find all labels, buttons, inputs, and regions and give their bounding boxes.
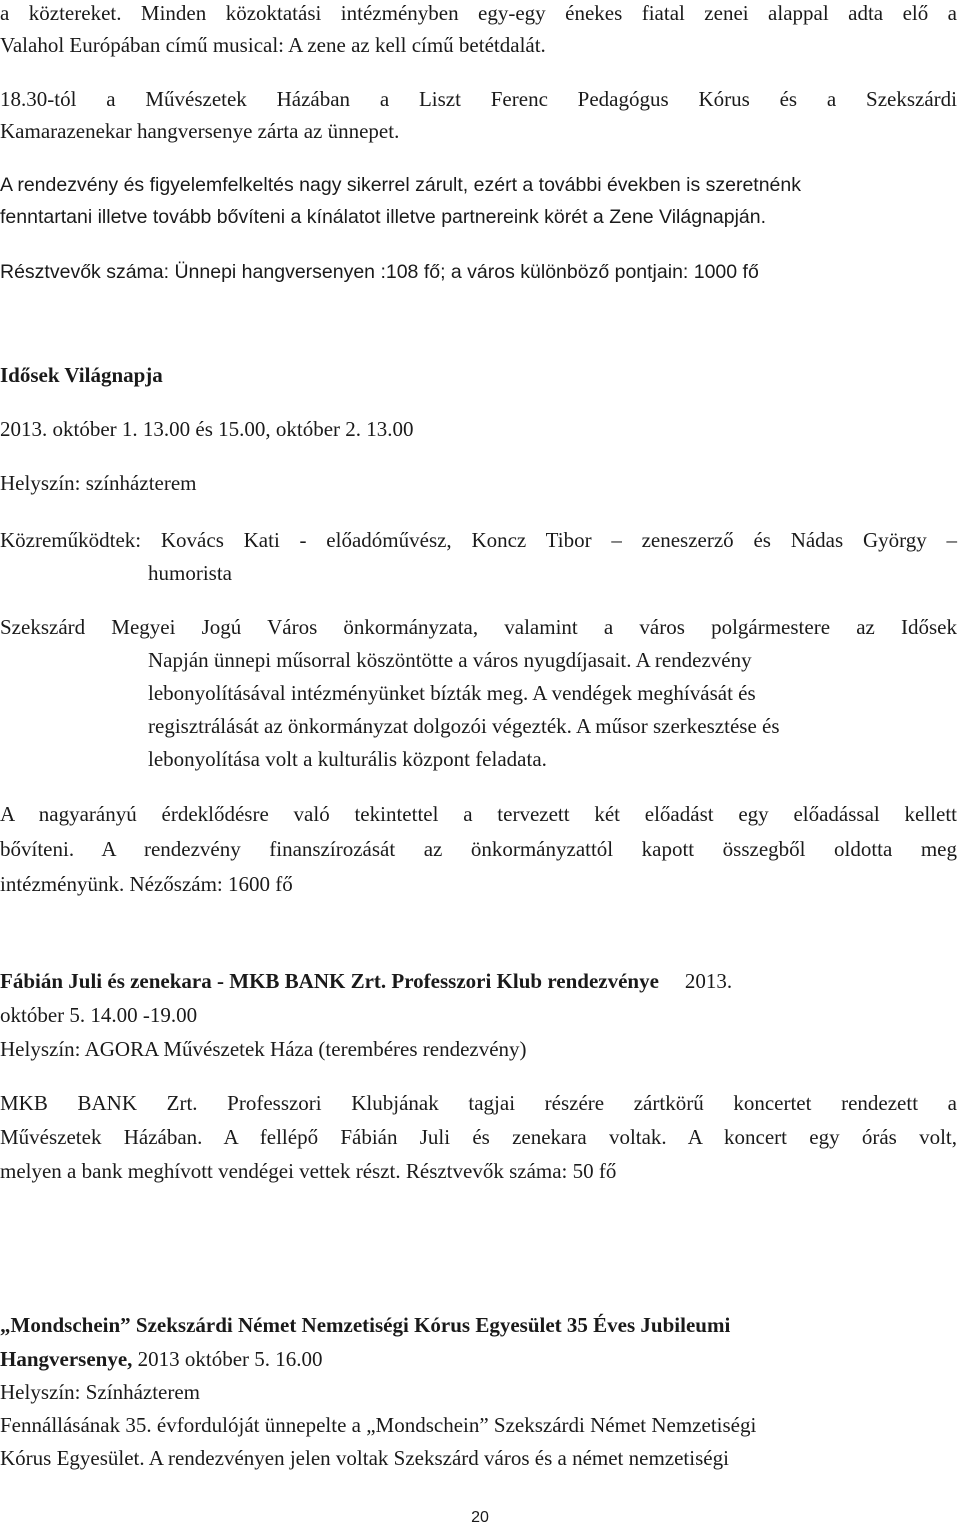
participants-line: Résztvevők száma: Ünnepi hangversenyen :108 fő; a város különböző pontjain: 1000 fő	[0, 261, 759, 283]
event-location: Helyszín: AGORA Művészetek Háza (terembéres rendezvény)	[0, 1037, 527, 1061]
section-heading-fabian	[0, 968, 957, 994]
paragraph-line: Művészetek Házában. A fellépő Fábián Juli és zenekara voltak. A koncert egy órás volt,	[0, 1125, 957, 1149]
paragraph-line: Kamarazenekar hangversenye zárta az ünnepet.	[0, 119, 400, 143]
paragraph-line: bővíteni. A rendezvény finanszírozását az önkormányzattól kapott összegből oldotta meg	[0, 837, 957, 861]
section-heading-mondschein: „Mondschein” Szekszárdi Német Nemzetiségi Kórus Egyesület 35 Éves Jubileumi	[0, 1313, 731, 1337]
contributors-line: Közreműködtek: Kovács Kati - előadóművész, Koncz Tibor – zeneszerző és Nádas György –	[0, 528, 957, 552]
section-heading-idosek: Idősek Világnapja	[0, 363, 163, 387]
paragraph-line: lebonyolításával intézményünket bízták meg. A vendégek meghívását és	[148, 681, 756, 705]
page-number: 20	[471, 1509, 489, 1526]
paragraph-line: a köztereket. Minden közoktatási intézményben egy-egy énekes fiatal zenei alappal adta elő a	[0, 1, 957, 25]
event-date: október 5. 14.00 -19.00	[0, 1003, 198, 1027]
paragraph-line: intézményünk. Nézőszám: 1600 fő	[0, 872, 293, 896]
paragraph-line: Szekszárd Megyei Jogú Város önkormányzata, valamint a város polgármestere az Idősek	[0, 615, 957, 639]
paragraph-line: melyen a bank meghívott vendégei vettek részt. Résztvevők száma: 50 fő	[0, 1159, 617, 1183]
paragraph-line: 18.30-tól a Művészetek Házában a Liszt Ferenc Pedagógus Kórus és a Szekszárdi	[0, 87, 957, 111]
paragraph-line: Kórus Egyesület. A rendezvényen jelen voltak Szekszárd város és a német nemzetiségi	[0, 1446, 729, 1470]
paragraph-line: Napján ünnepi műsorral köszöntötte a város nyugdíjasait. A rendezvény	[148, 648, 752, 672]
event-date: 2013. október 1. 13.00 és 15.00, október 2. 13.00	[0, 417, 414, 441]
paragraph-line: lebonyolítása volt a kulturális központ feladata.	[148, 747, 547, 771]
event-location: Helyszín: színházterem	[0, 471, 197, 495]
mondschein-date: 2013 október 5. 16.00	[132, 1347, 323, 1371]
paragraph-line: regisztrálását az önkormányzat dolgozói végezték. A műsor szerkesztése és	[148, 714, 780, 738]
fabian-heading: Fábián Juli és zenekara - MKB BANK Zrt. Professzori Klub rendezvénye	[0, 969, 659, 993]
contributors-line: humorista	[148, 561, 232, 585]
paragraph-line: A nagyarányú érdeklődésre való tekintettel a tervezett két előadást egy előadással kellett	[0, 802, 957, 826]
section-heading-mondschein-line2	[0, 1346, 957, 1372]
event-location: Helyszín: Színházterem	[0, 1380, 201, 1404]
paragraph-line: fenntartani illetve tovább bővíteni a kínálatot illetve partnereink körét a Zene Világnapján.	[0, 206, 767, 228]
paragraph-line: A rendezvény és figyelemfelkeltés nagy sikerrel zárult, ezért a további években is szeretnénk	[0, 174, 801, 196]
paragraph-line: Fennállásának 35. évfordulóját ünnepelte a „Mondschein” Szekszárdi Német Nemzetiségi	[0, 1413, 757, 1437]
fabian-date-start: 2013.	[684, 969, 733, 993]
mondschein-heading-bold: Hangversenye,	[0, 1347, 133, 1371]
paragraph-line: Valahol Európában című musical: A zene az kell című betétdalát.	[0, 33, 546, 57]
paragraph-line: MKB BANK Zrt. Professzori Klubjának tagjai részére zártkörű koncertet rendezett a	[0, 1091, 957, 1115]
